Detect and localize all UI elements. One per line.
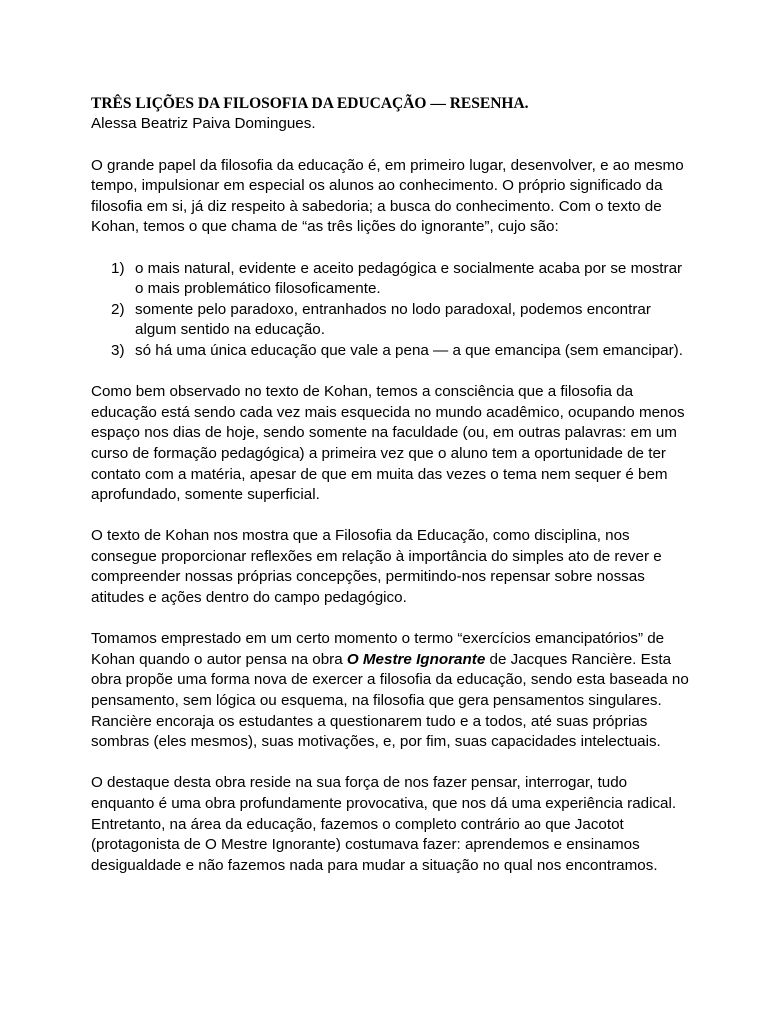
paragraph-text-before: Tomamos emprestado em um certo momento o termo “exercícios emancipatórios” de Kohan quando o autor pensa na obra [91,630,665,668]
paragraph-emancipatory-exercises [91,629,691,753]
lessons-list [91,259,691,362]
book-title: O Mestre Ignorante [346,650,486,668]
paragraph-kohan-observation: Como bem observado no texto de Kohan, temos a consciência que a filosofia da educação está sendo cada vez mais esquecida no mundo acadêmico, ocupando menos espaço nos dias de hoje, sendo somente na faculdade (ou, em outras palavras: em um curso de formação pedagógica) a primeira vez que o aluno tem a oportunidade de ter contato com a matéria, apesar de que em muita das vezes o tema nem sequer é bem aprofundado, somente superficial. [91,383,685,504]
paragraph-text-after: de Jacques Rancière. Esta obra propõe uma forma nova de exercer a filosofia da educação, sendo esta baseada no pensamento, sem lógica ou esquema, na filosofia que gera pensamentos singulares. Rancière encoraja os estudantes a questionarem tudo e a todos, até suas próprias sombras (eles mesmos), suas motivações, e, por fim, suas capacidades intelectuais. [91,650,689,751]
list-item [91,341,691,362]
list-item-number: 1) [111,259,125,277]
list-item-text: somente pelo paradoxo, entranhados no lodo paradoxal, podemos encontrar algum sentido na educação. [135,300,651,339]
list-item-number: 2) [111,300,125,318]
list-item-text: só há uma única educação que vale a pena — a que emancipa (sem emancipar). [135,341,683,359]
intro-paragraph: O grande papel da filosofia da educação é, em primeiro lugar, desenvolver, e ao mesmo tempo, impulsionar em especial os alunos ao conhecimento. O próprio significado da filosofia em si, já diz respeito à sabedoria; a busca do conhecimento. Com o texto de Kohan, temos o que chama de “as três lições do ignorante”, cujo são: [91,156,684,236]
list-item-number: 3) [111,341,125,359]
list-item-text: o mais natural, evidente e aceito pedagógica e socialmente acaba por se mostrar o mais problemático filosoficamente. [135,259,683,298]
paragraph-philosophy-discipline: O texto de Kohan nos mostra que a Filosofia da Educação, como disciplina, nos consegue proporcionar reflexões em relação à importância do simples ato de rever e compreender nossas próprias concepções, permitindo-nos repensar sobre nossas atitudes e ações dentro do campo pedagógico. [91,527,662,607]
document-page [91,94,691,897]
list-item [91,300,691,341]
document-title: TRÊS LIÇÕES DA FILOSOFIA DA EDUCAÇÃO — RESENHA. [91,95,529,112]
list-item [91,259,691,300]
author-name: Alessa Beatriz Paiva Domingues. [91,115,316,132]
paragraph-work-highlight: O destaque desta obra reside na sua força de nos fazer pensar, interrogar, tudo enquanto é uma obra profundamente provocativa, que nos dá uma experiência radical. Entretanto, na área da educação, fazemos o completo contrário ao que Jacotot (protagonista de O Mestre Ignorante) costumava fazer: aprendemos e ensinamos desigualdade e não fazemos nada para mudar a situação no qual nos encontramos. [91,774,677,874]
